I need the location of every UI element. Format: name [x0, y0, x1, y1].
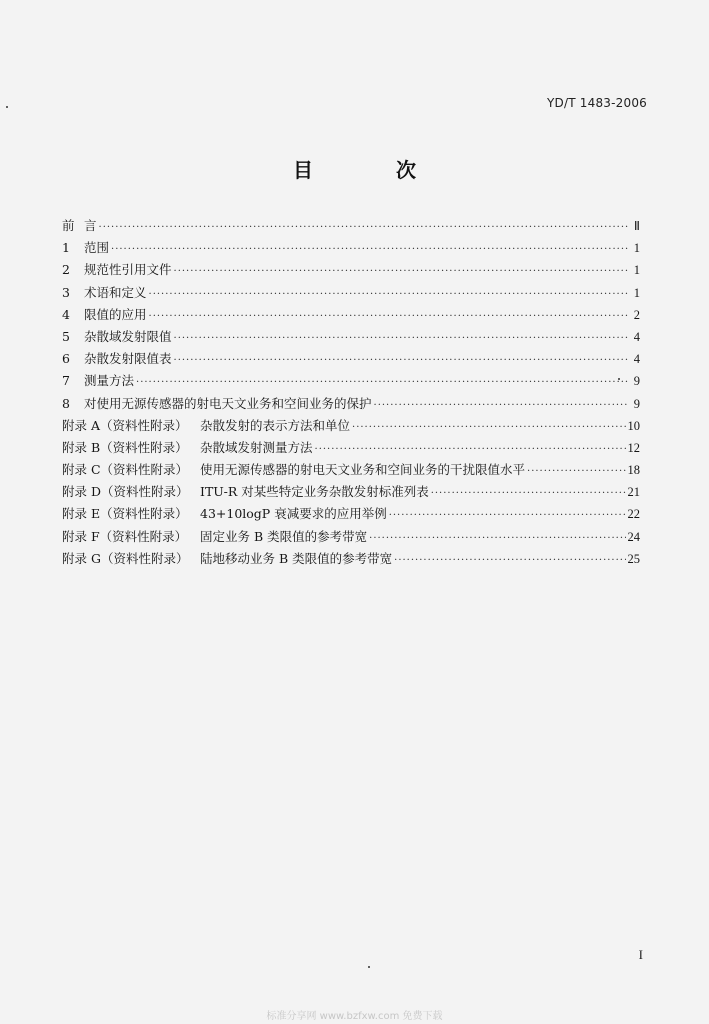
toc-entry-title: 固定业务 B 类限值的参考带宽	[200, 528, 368, 544]
toc-entry-number: 8	[62, 395, 70, 411]
toc-entry-title: 测量方法	[84, 373, 135, 389]
toc-entry-label	[62, 394, 372, 412]
toc-entry	[62, 438, 640, 460]
toc-entry-page: 1	[633, 263, 640, 278]
footer-watermark: 标准分享网 www.bzfxw.com 免费下载	[266, 1011, 443, 1022]
toc-entry-page: 9	[633, 396, 640, 411]
toc-appendix-tag: 附录 E（资料性附录）	[62, 506, 188, 522]
toc-entry-label	[62, 216, 97, 234]
toc-appendix-tag: 附录 C（资料性附录）	[62, 462, 189, 478]
toc-entry-title: 杂散发射限值表	[84, 351, 172, 367]
toc-leader-dots	[174, 266, 628, 277]
toc-entry-number: 1	[62, 240, 70, 256]
toc-entry-title: 对使用无源传感器的射电天文业务和空间业务的保护	[84, 395, 372, 411]
toc-entry	[62, 527, 640, 549]
toc-entry-label	[62, 305, 147, 323]
toc-entry-page: 2	[633, 307, 640, 322]
toc-leader-dots	[389, 510, 626, 521]
toc-leader-dots	[149, 311, 628, 322]
toc-entry-page: 12	[627, 440, 640, 455]
toc-entry-number: 5	[62, 328, 70, 344]
scan-speck	[618, 378, 620, 380]
toc-leader-dots	[527, 466, 625, 477]
toc-entry	[62, 482, 640, 504]
toc-leader-dots	[374, 400, 628, 411]
toc-entry-label	[62, 371, 134, 389]
toc-entry-title: 杂散发射的表示方法和单位	[200, 417, 351, 433]
toc-entry-label	[62, 327, 172, 345]
toc-entry-number: 2	[62, 262, 70, 278]
toc-entry	[62, 394, 640, 416]
toc-entry	[62, 416, 640, 438]
toc-entry-title: 杂散域发射测量方法	[200, 439, 313, 455]
toc-entry-page: 25	[627, 551, 640, 566]
toc-entry-title: 术语和定义	[84, 284, 147, 300]
toc-entry	[62, 305, 640, 327]
toc-entry	[62, 349, 640, 371]
toc-entry-number: 4	[62, 306, 70, 322]
toc-entry-title: 使用无源传感器的射电天文业务和空间业务的干扰限值水平	[200, 462, 526, 478]
toc-entry-number: 3	[62, 284, 70, 300]
toc-appendix-tag: 附录 D（资料性附录）	[62, 484, 189, 500]
standard-code: YD/T 1483-2006	[547, 96, 647, 110]
toc-entry-page: 4	[633, 329, 640, 344]
toc-appendix-tag: 附录 A（资料性附录）	[62, 417, 188, 433]
toc-leader-dots	[369, 533, 625, 544]
toc-leader-dots	[99, 222, 628, 233]
toc-entry-title: 陆地移动业务 B 类限值的参考带宽	[200, 550, 393, 566]
scan-speck	[6, 106, 8, 108]
toc-entry-number: 6	[62, 351, 70, 367]
toc-leader-dots	[315, 444, 626, 455]
toc-entry	[62, 238, 640, 260]
toc-entry-title: 限值的应用	[84, 306, 147, 322]
toc-entry-label	[62, 260, 172, 278]
toc-entry	[62, 371, 640, 393]
toc-entry-page: 22	[627, 507, 640, 522]
toc-leader-dots	[149, 289, 628, 300]
toc-leader-dots	[352, 422, 625, 433]
toc-entry-page: 9	[633, 374, 640, 389]
toc-entry-page: 24	[627, 529, 640, 544]
toc-entry	[62, 283, 640, 305]
toc-entry-label	[62, 527, 367, 545]
toc-entry-page: 1	[633, 285, 640, 300]
toc-entry	[62, 460, 640, 482]
toc-title: 目 次	[293, 158, 454, 182]
toc-entry-page: 21	[627, 485, 640, 500]
table-of-contents	[62, 216, 640, 571]
toc-entry-title: ITU-R 对某些特定业务杂散发射标准列表	[200, 484, 429, 500]
toc-entry-label	[62, 438, 313, 456]
toc-entry-title: 规范性引用文件	[84, 262, 172, 278]
toc-entry-page: 4	[633, 352, 640, 367]
toc-entry-title: 43+10logP 衰减要求的应用举例	[200, 506, 387, 522]
toc-entry-number: 前	[62, 218, 75, 233]
toc-entry-label	[62, 549, 392, 567]
toc-entry-number: 7	[62, 373, 70, 389]
toc-entry-label	[62, 416, 350, 434]
toc-entry-page: 10	[627, 418, 640, 433]
toc-entry-title: 言	[84, 218, 97, 233]
toc-appendix-tag: 附录 F（资料性附录）	[62, 528, 188, 544]
toc-leader-dots	[174, 355, 628, 366]
toc-appendix-tag: 附录 B（资料性附录）	[62, 439, 188, 455]
toc-entry	[62, 549, 640, 571]
toc-entry-title: 范围	[84, 240, 110, 256]
toc-entry	[62, 504, 640, 526]
toc-leader-dots	[111, 244, 628, 255]
toc-entry-label	[62, 283, 147, 301]
toc-leader-dots	[136, 377, 628, 388]
page-number: I	[638, 947, 643, 962]
toc-entry	[62, 327, 640, 349]
toc-entry-label	[62, 238, 109, 256]
toc-leader-dots	[431, 488, 626, 499]
toc-entry-label	[62, 349, 172, 367]
toc-entry	[62, 216, 640, 238]
toc-entry-label	[62, 482, 429, 500]
toc-entry-page: 18	[627, 463, 640, 478]
scan-speck	[368, 966, 370, 968]
toc-entry-title: 杂散域发射限值	[84, 328, 172, 344]
toc-entry-label	[62, 504, 387, 522]
toc-leader-dots	[174, 333, 628, 344]
toc-entry	[62, 260, 640, 282]
toc-appendix-tag: 附录 G（资料性附录）	[62, 550, 189, 566]
toc-entry-label	[62, 460, 525, 478]
toc-entry-page: 1	[633, 241, 640, 256]
toc-entry-page: Ⅱ	[633, 219, 640, 233]
toc-leader-dots	[394, 555, 625, 566]
